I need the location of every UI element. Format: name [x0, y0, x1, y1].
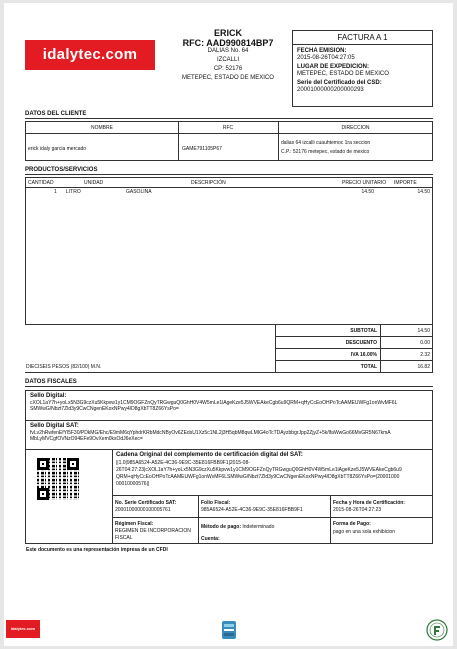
totals-divider-3 — [276, 360, 432, 361]
place-label: LUGAR DE EXPEDICION: — [297, 64, 370, 70]
products-divider — [25, 174, 433, 175]
client-header-address: DIRECCION — [341, 125, 370, 131]
cert-sat-value: 20001000000100005761 — [115, 507, 171, 513]
chain-line-2: 26T04:27:23|cXOL1aY7h+yoLx5N3G9czXu5Kkpvw1y1CM9OGFZnQyTRGwguQ0GhH0V4W5mLe1lAgeKze5J5WVEAkeCgb6u9 — [116, 467, 402, 473]
qr-finder-top-left — [37, 458, 49, 470]
subtotal-label: SUBTOTAL — [350, 328, 377, 334]
cert-date-label: Fecha y Hora de Certificación: — [333, 500, 405, 506]
qr-divider — [112, 450, 113, 543]
chain-divider — [112, 495, 432, 496]
client-address-1: dalias 64 izcalli cuauhtemoc 1ra seccion — [281, 140, 371, 146]
regime-label: Régimen Fiscal: — [115, 521, 154, 527]
products-section-title: PRODUCTOS/SERVICIOS — [25, 167, 98, 173]
sat-seal-line-1: fvLv2hRwfenEfYl5F30/PDkMG/Ehc/E9mM6qYphdrKRbMdcNByOv6ZEdsU1Xz5c1NL2j3H5qbM8qwLMIG4oTcTDAyzbbgrJpp2ZjyZ+5k/lfaWwGo66MvGR5N67kmA — [30, 430, 391, 436]
regime-line-1: REGIMEN DE INCORPORACION — [115, 528, 191, 534]
iva-value: 2.32 — [420, 352, 430, 358]
total-label: TOTAL — [360, 364, 377, 370]
client-col-divider-1 — [178, 122, 179, 160]
issuer-colony: IZCALLI — [216, 57, 239, 63]
issuer-street: DALIAS No. 64 — [207, 48, 249, 54]
invoice-page — [4, 3, 453, 646]
certification-emblem-icon — [220, 621, 238, 641]
cert-col-divider-2 — [330, 495, 331, 543]
product-unit: LITRO — [66, 189, 81, 195]
account-label: Cuenta: — [201, 536, 220, 542]
csd-value: 20001000000200000293 — [297, 87, 364, 93]
col-header-unit: UNIDAD — [84, 180, 104, 186]
client-rfc: GAME791105P67 — [182, 146, 222, 152]
payment-form-value: pago en una sola exhibicion — [333, 529, 395, 535]
col-header-amount: IMPORTE — [394, 180, 417, 186]
iva-label: IVA 16.00% — [350, 352, 377, 358]
client-header-divider — [26, 133, 432, 134]
client-header-rfc: RFC — [222, 125, 234, 131]
fiscal-seal-icon — [426, 619, 448, 641]
products-table — [25, 177, 433, 325]
client-table — [25, 121, 433, 161]
col-header-desc: DESCRIPCIÓN — [191, 180, 226, 186]
invoice-header-box — [292, 30, 433, 107]
total-value: 16.82 — [417, 364, 430, 370]
certification-box — [25, 450, 433, 544]
issue-date: 2015-08-26T04:27:05 — [297, 55, 355, 61]
totals-box — [275, 325, 433, 373]
products-header-divider — [26, 187, 432, 188]
product-qty: 1 — [54, 189, 57, 195]
invoice-title: FACTURA A 1 — [293, 31, 432, 45]
qr-code — [37, 458, 79, 500]
discount-label: DESCUENTO — [345, 340, 377, 346]
chain-line-3: QRM+qHyCcEoOHPoTcAAMEUWFg1onWvMF6LSMWwG/Nbzt7Zld3y9CwCNgenEKoxNPwy4/D8gXbTT8Z66YsPo=|20001000 — [116, 474, 400, 480]
digital-seal-label: Sello Digital: — [30, 393, 67, 399]
cert-col-divider-1 — [198, 495, 199, 543]
cert-sat-label: No. Serie Certificado SAT: — [115, 500, 177, 506]
sat-seal-line-2: MbLyMVCgfOVNzO94EFe9OvXem0ksOdJ6eXec= — [30, 436, 143, 442]
issuer-rfc: RFC: AAD990814BP7 — [182, 38, 274, 48]
col-header-qty: CANTIDAD — [28, 180, 54, 186]
chain-line-4: 00010000576|| — [116, 481, 150, 487]
qr-finder-bottom-left — [37, 488, 49, 500]
issuer-zip: CP: 52176 — [213, 66, 243, 72]
digital-seal-line-1: cXOL1aY7h+yoLx5N3G9czXu5Kkpvw1y1CM9OGFZnQyTRGwguQ0GhH0V4W5mLe1lAgeKze5J5WVEAkeCgb6u9QRM+qHyCcEoOHPoTcAAMEUWFg1onWvMF6L — [30, 400, 398, 406]
place-value: METEPEC, ESTADO DE MEXICO — [297, 71, 389, 77]
cfdi-note: Este documento es una representación impresa de un CFDI — [26, 547, 168, 553]
sat-seal-label: Sello Digital SAT: — [30, 423, 79, 429]
issue-date-label: FECHA EMISION: — [297, 48, 347, 54]
sat-seal-box — [25, 421, 433, 450]
regime-line-2: FISCAL — [115, 535, 133, 541]
cert-date-value: 2015-08-26T04:27:23 — [333, 507, 382, 513]
payment-method-label: Método de pago: — [201, 524, 241, 530]
issuer-block — [164, 29, 292, 82]
csd-label: Serie del Certificado del CSD: — [297, 80, 382, 86]
subtotal-value: 14.50 — [417, 328, 430, 334]
footer-logo: idalytec.com — [6, 620, 40, 638]
amount-in-words: DIECISEIS PESOS (82/100) M.N. — [26, 364, 102, 370]
product-desc: GASOLINA — [126, 189, 152, 195]
totals-divider-1 — [276, 336, 432, 337]
company-logo: idalytec.com — [25, 40, 155, 70]
client-address-2: C.P.: 52176 metepec, estado de mexico — [281, 149, 370, 155]
chain-line-1: ||1.0|985A6524-A52E-4C36-9E9C-35E816FBB9F1|2015-08- — [116, 460, 250, 466]
client-section-title: DATOS DEL CLIENTE — [25, 111, 87, 117]
totals-divider-2 — [276, 348, 432, 349]
product-price: 14.50 — [361, 189, 374, 195]
fiscal-divider — [25, 386, 433, 387]
discount-value: 0.00 — [420, 340, 430, 346]
cert-row-divider — [112, 517, 432, 518]
client-divider — [25, 118, 433, 119]
payment-method-value: Indeterminado — [242, 524, 275, 530]
folio-value: 985A6524-A52E-4C36-9E9C-35E816FBB9F1 — [201, 507, 303, 513]
fiscal-section-title: DATOS FISCALES — [25, 379, 77, 385]
payment-method — [201, 524, 274, 530]
issuer-city: METEPEC, ESTADO DE MEXICO — [182, 75, 274, 81]
client-header-name: NOMBRE — [91, 125, 113, 131]
chain-label: Cadena Original del complemento de certificación digital del SAT: — [116, 452, 303, 458]
folio-label: Folio Fiscal: — [201, 500, 231, 506]
issuer-name: ERICK — [213, 28, 242, 38]
amount-words-line — [25, 372, 275, 373]
col-header-price: PRECIO UNITARIO — [342, 180, 387, 186]
client-col-divider-2 — [278, 122, 279, 160]
digital-seal-box — [25, 390, 433, 421]
client-name: erick idaly garcia mercado — [28, 146, 87, 152]
product-amount: 14.50 — [417, 189, 430, 195]
digital-seal-line-2: SMWwG/Nbzt7Zld3y9CwCNgenEKoxNPwy4/D8gXbTT8Z66YsPo= — [30, 406, 179, 412]
qr-finder-top-right — [67, 458, 79, 470]
payment-form-label: Forma de Pago: — [333, 521, 371, 527]
